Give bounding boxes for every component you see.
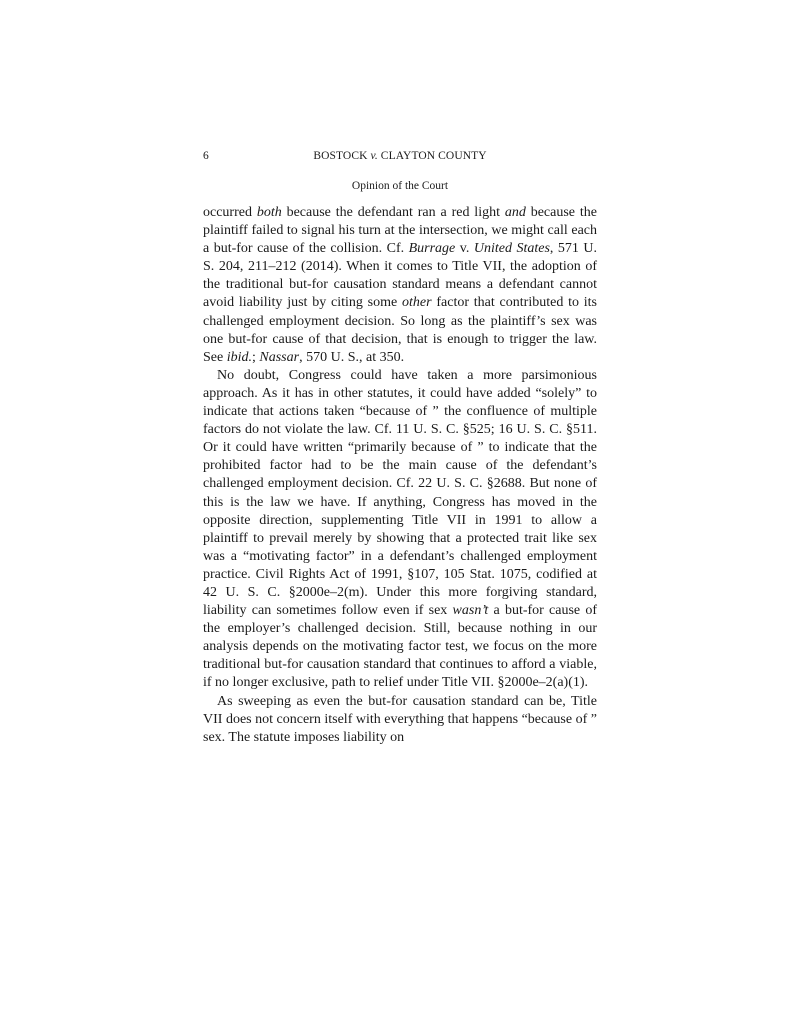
italic-text-run: both	[256, 205, 282, 220]
italic-text-run: other	[402, 295, 432, 311]
paragraph-continuation	[203, 204, 597, 367]
case-party-2: CLAYTON COUNTY	[380, 150, 487, 162]
text-run: because the plaintiff failed to signal his turn at the intersection, we might call each a but-for cause of the collision. Cf.	[203, 205, 597, 257]
text-run: , 570 U. S., at 350.	[299, 349, 405, 365]
italic-text-run: ibid.	[226, 349, 252, 365]
page-number: 6	[203, 150, 209, 162]
opinion-subhead: Opinion of the Court	[351, 180, 449, 192]
italic-text-run: Burrage	[408, 241, 456, 257]
text-run: ;	[252, 349, 260, 365]
text-run: factor that contributed to its challenged employment decision. So long as the plaintiff’s sex was one but-for cause of that decision, that is enough to trigger the law. See	[203, 295, 597, 365]
text-run: As sweeping as even the but-for causation standard can be, Title VII does not concern itself with everything that happens “because of ” sex. The statute imposes liability on	[203, 693, 597, 745]
italic-text-run: wasn’t	[452, 603, 489, 619]
italic-text-run: United States	[473, 241, 550, 257]
text-run: v.	[455, 241, 474, 257]
text-run: because the defendant ran a red light	[281, 205, 505, 220]
opinion-body	[203, 204, 597, 747]
text-run: occurred	[203, 205, 257, 220]
paragraph-sweeping	[203, 693, 597, 747]
running-head	[203, 150, 597, 162]
case-v: v.	[370, 150, 378, 162]
text-run: No doubt, Congress could have taken a more parsimonious approach. As it has in other statutes, it could have added “solely” to indicate that actions taken “because of ” the confluence of multiple factors do not violate the law. Cf. 11 U. S. C. §525; 16 U. S. C. §511. Or it could have written “primarily because of ” to indicate that the prohibited factor had to be the main cause of the defendant’s challenged employment decision. Cf. 22 U. S. C. §2688. But none of this is the law we have. If anything, Congress has moved in the opposite direction, supplementing Title VII in 1991 to allow a plaintiff to prevail merely by showing that a protected trait like sex was a “motivating factor” in a defendant’s challenged employment practice. Civil Rights Act of 1991, §107, 105 Stat. 1075, codified at 42 U. S. C. §2000e–2(m). Under this more forgiving standard, liability can sometimes follow even if sex	[203, 367, 597, 619]
paragraph-congress	[203, 367, 597, 693]
case-party-1: BOSTOCK	[313, 150, 368, 162]
text-run: a but-for cause of the employer’s challenged decision. Still, because nothing in our analysis depends on the motivating factor test, we focus on the more traditional but-for causation standard that continues to afford a viable, if no longer exclusive, path to relief under Title VII. §2000e–2(a)(1).	[203, 603, 598, 691]
italic-text-run: and	[504, 205, 526, 220]
italic-text-run: Nassar	[259, 349, 300, 365]
text-run: , 571 U. S. 204, 211–212 (2014). When it comes to Title VII, the adoption of the traditional but-for causation standard means a defendant cannot avoid liability just by citing some	[203, 241, 597, 311]
